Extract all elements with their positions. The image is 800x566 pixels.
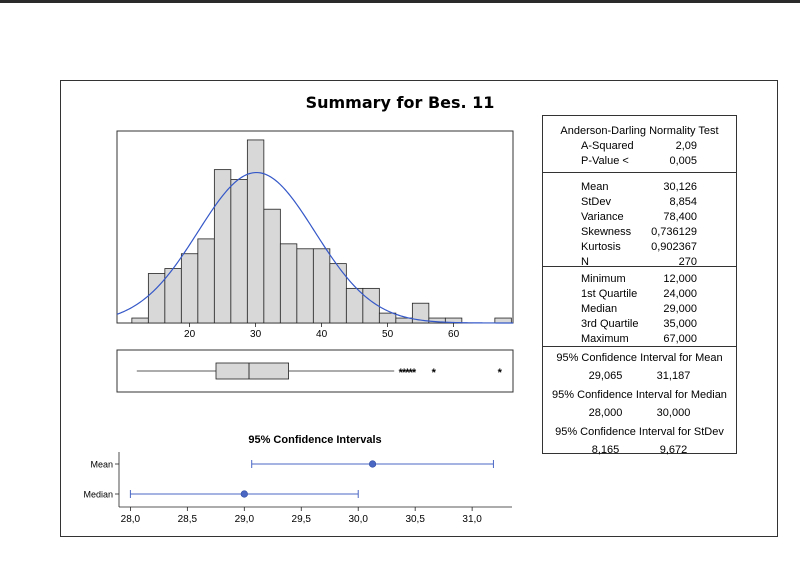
histogram-tick-label: 50 bbox=[382, 329, 394, 340]
histogram-bar bbox=[297, 249, 314, 323]
histogram-tick-label: 20 bbox=[184, 329, 196, 340]
moment-row bbox=[543, 180, 736, 195]
quartile-row bbox=[543, 332, 736, 347]
ci-low: 29,065 bbox=[588, 370, 623, 382]
box-outlier: * bbox=[405, 367, 410, 379]
box-plot bbox=[137, 363, 503, 379]
ci-row-label: Mean bbox=[90, 459, 113, 470]
histogram-bar bbox=[313, 249, 330, 323]
ci-tick-label: 30,5 bbox=[405, 514, 425, 525]
histogram-bar bbox=[379, 313, 396, 323]
ci-heading: 95% Confidence Interval for Median bbox=[552, 389, 727, 401]
ci-chart bbox=[83, 452, 512, 525]
ci-tick-label: 28,5 bbox=[177, 514, 198, 525]
normality-heading: Anderson-Darling Normality Test bbox=[560, 125, 719, 137]
moment-row bbox=[543, 210, 736, 225]
quartile-row bbox=[543, 302, 736, 317]
normality-row bbox=[543, 139, 736, 154]
histogram-tick-label: 40 bbox=[316, 329, 328, 340]
ci-values bbox=[543, 367, 736, 385]
ci-point bbox=[369, 461, 376, 468]
histogram-bar bbox=[264, 209, 281, 323]
ci-values bbox=[543, 441, 736, 459]
histogram-bar bbox=[132, 318, 149, 323]
moment-row bbox=[543, 225, 736, 240]
moments-section bbox=[543, 173, 736, 267]
ci-low: 28,000 bbox=[588, 407, 623, 419]
box-outlier: * bbox=[411, 367, 417, 379]
ci-high: 9,672 bbox=[659, 444, 688, 456]
quartile-value: 29,000 bbox=[663, 303, 697, 315]
histogram-tick-label: 30 bbox=[250, 329, 262, 340]
ci-heading: 95% Confidence Interval for Mean bbox=[556, 352, 723, 364]
ci-tick-label: 29,5 bbox=[291, 514, 311, 525]
moment-label: Mean bbox=[581, 181, 609, 193]
histogram-bar bbox=[280, 244, 297, 323]
box-outlier: * bbox=[408, 367, 413, 379]
ci-tick-label: 31,0 bbox=[462, 514, 482, 525]
histogram-bar bbox=[495, 318, 512, 323]
quartile-row bbox=[543, 287, 736, 302]
moment-value: 8,854 bbox=[669, 196, 697, 208]
normality-value: 0,005 bbox=[669, 155, 697, 167]
moment-label: StDev bbox=[581, 196, 611, 208]
moment-row bbox=[543, 195, 736, 210]
normality-value: 2,09 bbox=[675, 140, 697, 152]
quartile-value: 35,000 bbox=[663, 318, 697, 330]
normality-label: P-Value < bbox=[581, 155, 629, 167]
ci-chart-title: 95% Confidence Intervals bbox=[248, 434, 382, 446]
quartile-label: 3rd Quartile bbox=[581, 318, 639, 330]
moment-value: 30,126 bbox=[663, 181, 697, 193]
ci-row-label: Median bbox=[83, 489, 113, 500]
moment-value: 270 bbox=[678, 256, 697, 268]
histogram-bar bbox=[247, 140, 264, 323]
moment-value: 0,736129 bbox=[651, 226, 697, 238]
box-outlier: * bbox=[497, 367, 502, 379]
ci-heading: 95% Confidence Interval for StDev bbox=[555, 426, 724, 438]
ci-values bbox=[543, 404, 736, 422]
moment-label: Skewness bbox=[581, 226, 632, 238]
quartile-label: 1st Quartile bbox=[581, 288, 638, 300]
box-outlier: * bbox=[398, 367, 403, 379]
moment-value: 78,400 bbox=[663, 211, 697, 223]
quartile-value: 24,000 bbox=[663, 288, 697, 300]
normality-label: A-Squared bbox=[581, 140, 634, 152]
quartiles-section bbox=[543, 267, 736, 347]
normality-section bbox=[543, 116, 736, 173]
stats-panel bbox=[542, 115, 737, 454]
intervals-section bbox=[543, 347, 736, 456]
histogram-tick-label: 60 bbox=[448, 329, 460, 340]
histogram-bar bbox=[214, 170, 231, 323]
histogram-bars bbox=[132, 140, 512, 323]
ci-high: 31,187 bbox=[656, 370, 691, 382]
histogram-bar bbox=[346, 288, 363, 323]
ci-high: 30,000 bbox=[656, 407, 691, 419]
histogram-bar bbox=[330, 264, 347, 323]
quartile-value: 12,000 bbox=[663, 273, 697, 285]
quartile-row bbox=[543, 272, 736, 287]
histogram-bar bbox=[198, 239, 215, 323]
normality-row bbox=[543, 154, 736, 169]
moment-label: Variance bbox=[581, 211, 624, 223]
ci-point bbox=[241, 491, 248, 498]
ci-tick-label: 29,0 bbox=[234, 514, 255, 525]
moment-value: 0,902367 bbox=[651, 241, 697, 253]
ci-low: 8,165 bbox=[591, 444, 620, 456]
box-outlier: * bbox=[431, 367, 436, 379]
moment-label: Kurtosis bbox=[581, 241, 621, 253]
quartile-label: Maximum bbox=[581, 333, 629, 345]
quartile-label: Minimum bbox=[581, 273, 626, 285]
ci-tick-label: 28,0 bbox=[120, 514, 141, 525]
moment-row bbox=[543, 240, 736, 255]
quartile-value: 67,000 bbox=[663, 333, 697, 345]
histogram-bar bbox=[181, 254, 198, 323]
page-title: Summary for Bes. 11 bbox=[305, 93, 495, 112]
histogram-x-axis bbox=[184, 323, 460, 340]
histogram-bar bbox=[231, 180, 248, 323]
quartile-label: Median bbox=[581, 303, 618, 315]
quartile-row bbox=[543, 317, 736, 332]
moment-label: N bbox=[581, 256, 589, 268]
box-outlier: * bbox=[401, 367, 407, 379]
box-iqr bbox=[216, 363, 289, 379]
ci-tick-label: 30,0 bbox=[348, 514, 368, 525]
